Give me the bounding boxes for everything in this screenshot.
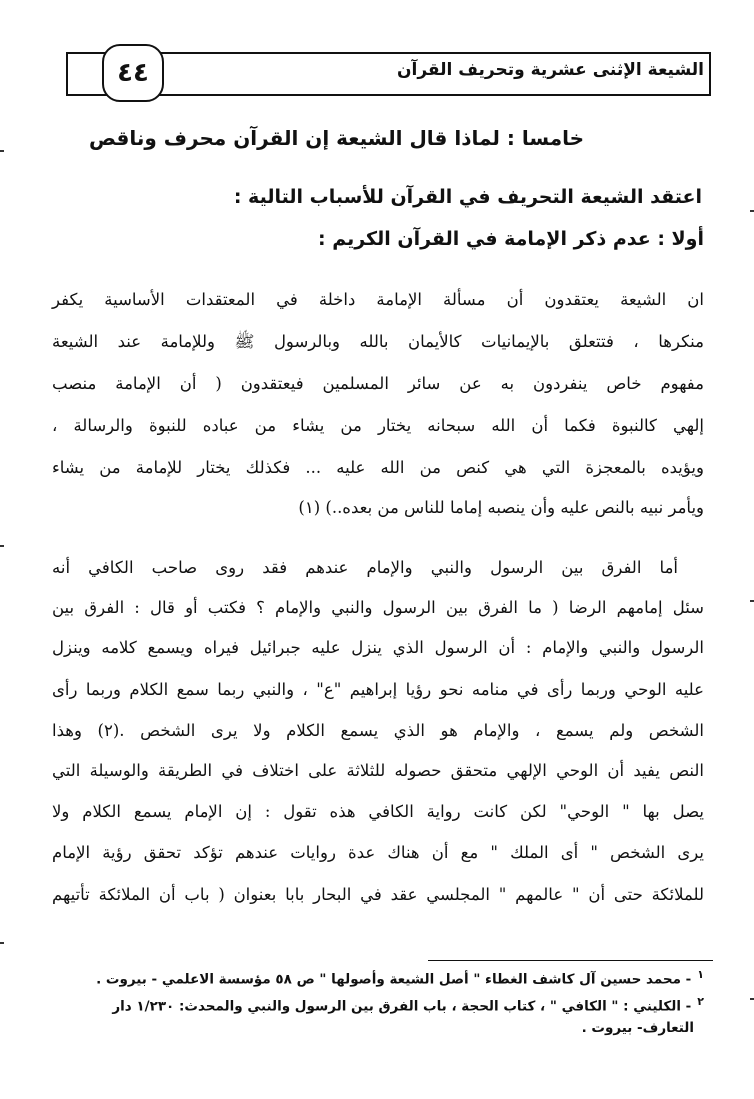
paragraph1-line: مفهوم خاص ينفردون به عن سائر المسلمين فيعتقدون ( أن الإمامة منصب (52, 374, 704, 393)
paragraph2-line: الشخص ولم يسمع ، والإمام هو الذي يسمع الكلام ولا يرى الشخص .(٢) وهذا (52, 721, 704, 740)
first-reason-heading: أولا : عدم ذكر الإمامة في القرآن الكريم : (317, 228, 704, 250)
paragraph2-line: أما الفرق بين الرسول والنبي والإمام عندهم فقد روى صاحب الكافي أنه (52, 558, 678, 577)
paragraph2-line: الرسول والنبي والإمام : أن الرسول الذي ينزل عليه جبرائيل فيراه ويسمع كلامه وينزل (52, 638, 704, 657)
paragraph1-line: ان الشيعة يعتقدون أن مسألة الإمامة داخلة في المعتقدات الأساسية يكفر (52, 290, 704, 309)
footnote-rule (428, 960, 713, 961)
section-intro: اعتقد الشيعة التحريف في القرآن للأسباب التالية : (233, 186, 702, 208)
footnote-text: التعارف- بيروت . (581, 1020, 694, 1036)
scan-mark (0, 150, 4, 152)
footnote-number: ٢ (697, 995, 704, 1008)
footnote-2 (44, 995, 704, 1015)
footnote-text: - محمد حسين آل كاشف الغطاء " أصل الشيعة وأصولها " ص ٥٨ مؤسسة الاعلمي - بيروت . (96, 971, 692, 988)
scan-mark (750, 210, 754, 212)
scan-mark (750, 998, 754, 1000)
paragraph2-line: عليه الوحي وربما رأى في منامه نحو رؤيا إبراهيم "ع" ، والنبي ربما سمع الكلام وربما رأى (52, 680, 704, 699)
footnote-2-continuation (34, 1020, 694, 1036)
paragraph2-line: للملائكة حتى أن " عالمهم " المجلسي عقد في البحار بابا بعنوان ( باب أن الملائكة تأتيهم (52, 885, 704, 904)
scan-mark (0, 942, 4, 944)
paragraph2-line: يرى الشخص " أى الملك " مع أن هناك عدة روايات عندهم تؤكد تحقق رؤية الإمام (52, 843, 704, 862)
paragraph1-line: إلهي كالنبوة فكما أن الله سبحانه يختار من يشاء من عباده للنبوة والرسالة ، (52, 416, 704, 435)
paragraph2-line: النص يفيد أن الوحي الإلهي متحقق حصوله للثلاثة على اختلاف في الطريقة والوسيلة التي (52, 761, 704, 780)
footnote-1 (44, 968, 704, 988)
footnote-text: - الكليني : " الكافي " ، كتاب الحجة ، باب الفرق بين الرسول والنبي والمحدث: ١/٢٣٠ دار (112, 998, 692, 1015)
footnote-number: ١ (697, 968, 704, 981)
scan-mark (0, 545, 4, 547)
paragraph2-line: سئل إمامهم الرضا ( ما الفرق بين الرسول والنبي والإمام ؟ فكتب أو قال : الفرق بين (52, 598, 704, 617)
scan-mark (750, 600, 754, 602)
running-title: الشيعة الإثنى عشرية وتحريف القرآن (397, 60, 704, 80)
page-number: ٤٤ (102, 44, 164, 102)
paragraph1-line: ويؤيده بالمعجزة التي هي كنص من الله عليه ... فكذلك يختار للإمامة من يشاء (52, 458, 704, 477)
paragraph1-line: ويأمر نبيه بالنص عليه وأن ينصبه إماما للناس من بعده..) (١) (298, 498, 704, 517)
section-title: خامسا : لماذا قال الشيعة إن القرآن محرف وناقص (88, 126, 584, 150)
paragraph2-line: يصل بها " الوحي" لكن كانت رواية الكافي هذه تقول : إن الإمام يسمع الكلام ولا (52, 802, 704, 821)
paragraph1-line: منكرها ، فتتعلق بالإيمانيات كالأيمان بالله وبالرسول ﷺ وللإمامة عند الشيعة (52, 332, 704, 351)
